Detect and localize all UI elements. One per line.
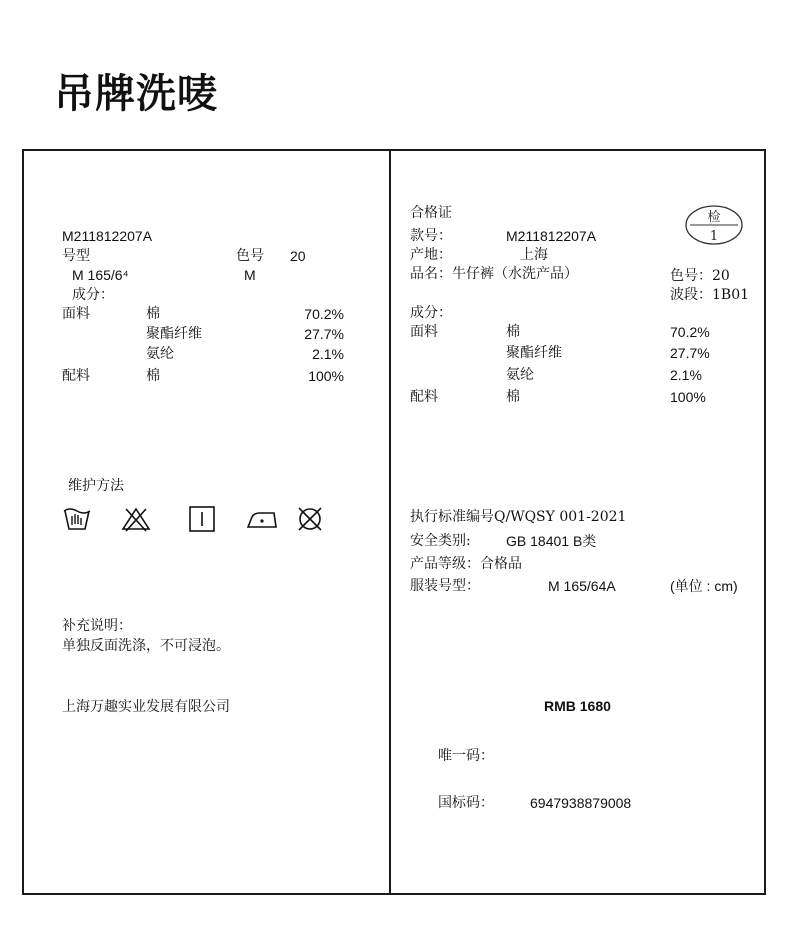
right-row-material: 聚酯纤维: [506, 345, 562, 361]
right-row-percent: 100%: [670, 389, 706, 405]
garment-size-label: 服装号型：: [410, 578, 480, 594]
right-row-material: 氨纶: [506, 367, 534, 383]
origin-label: 产地：: [410, 247, 452, 263]
safety-label: 安全类别:: [410, 533, 471, 549]
standard-number: 执行标准编号Q/WQSY 001-2021: [410, 509, 627, 525]
stamp-bottom-text: 1: [709, 229, 719, 244]
safety-value: GB 18401 B类: [506, 533, 597, 549]
hand-wash-icon: [62, 505, 92, 533]
left-code: M211812207A: [62, 228, 153, 244]
left-row-part: 面料: [62, 306, 90, 322]
right-row-percent: 70.2%: [670, 324, 710, 340]
left-row-material: 聚酯纤维: [146, 326, 202, 342]
model-value: M211812207A: [506, 228, 597, 244]
right-row-part: 面料: [410, 324, 438, 340]
page-title: 吊牌洗唛: [54, 71, 218, 117]
barcode-value: 6947938879008: [530, 795, 632, 811]
iron-low-icon: [244, 505, 280, 533]
left-row-material: 氨纶: [146, 346, 174, 362]
company-name: 上海万趣实业发展有限公司: [62, 699, 230, 715]
left-row-material: 棉: [146, 368, 160, 384]
care-title: 维护方法: [68, 478, 124, 494]
left-row-percent: 27.7%: [304, 326, 344, 342]
product-name: 品名：牛仔裤（水洗产品）: [410, 266, 578, 282]
left-color-size-value: M: [244, 267, 256, 283]
do-not-dry-clean-icon: [296, 505, 324, 533]
right-row-part: 配料: [410, 389, 438, 405]
inspection-stamp-icon: [684, 204, 744, 246]
right-composition-label: 成分：: [410, 305, 452, 321]
left-size-type-value: M 165/6⁴: [72, 267, 129, 283]
origin-value: 上海: [520, 247, 548, 263]
right-row-material: 棉: [506, 389, 520, 405]
certificate-label: 合格证: [410, 205, 452, 221]
left-size-type-label: 号型: [62, 248, 90, 264]
band: 波段：1B01: [670, 287, 750, 303]
note-text: 单独反面洗涤，不可浸泡。: [62, 638, 230, 654]
note-title: 补充说明：: [62, 618, 132, 634]
left-color-no-value: 20: [290, 248, 306, 264]
right-row-percent: 27.7%: [670, 345, 710, 361]
do-not-bleach-icon: [120, 505, 152, 533]
left-row-part: 配料: [62, 368, 90, 384]
left-row-material: 棉: [146, 306, 160, 322]
left-color-no-label: 色号: [236, 248, 264, 264]
left-row-percent: 100%: [308, 368, 344, 384]
model-label: 款号：: [410, 228, 452, 244]
left-row-percent: 2.1%: [312, 346, 344, 362]
right-row-material: 棉: [506, 324, 520, 340]
line-dry-icon: [188, 505, 216, 533]
hangtag-divider: [389, 149, 391, 895]
right-row-percent: 2.1%: [670, 367, 702, 383]
garment-size-value: M 165/64A: [548, 578, 616, 594]
unique-code-label: 唯一码：: [438, 748, 494, 764]
color-no: 色号：20: [670, 268, 730, 284]
stamp-top-text: 检: [707, 210, 721, 225]
left-row-percent: 70.2%: [304, 306, 344, 322]
price: RMB 1680: [544, 698, 611, 714]
product-grade: 产品等级：合格品: [410, 556, 522, 572]
barcode-label: 国标码：: [438, 795, 494, 811]
left-composition-label: 成分：: [72, 287, 114, 303]
size-unit: (单位 : cm): [670, 578, 738, 594]
